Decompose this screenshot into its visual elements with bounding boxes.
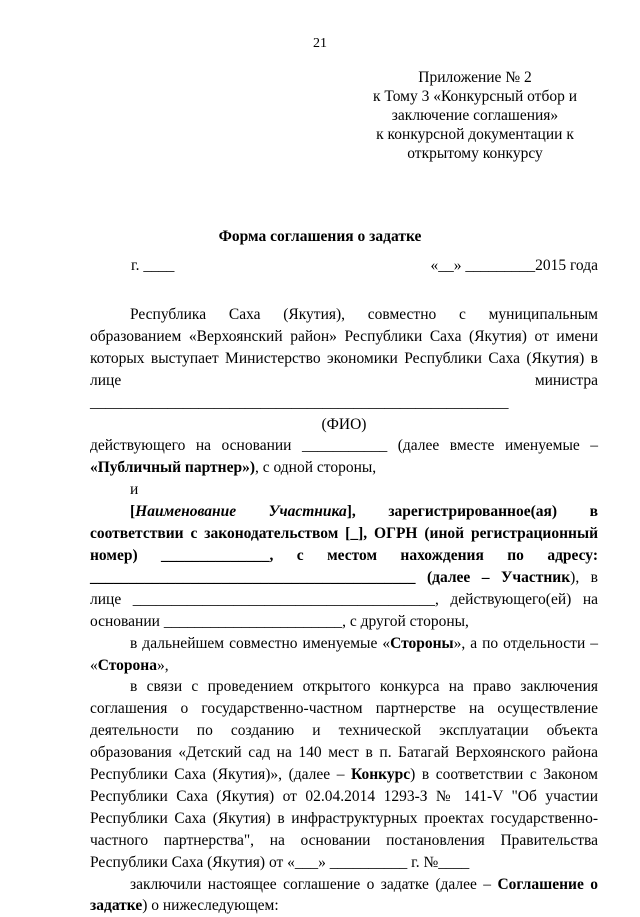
appendix-line: к конкурсной документации к [376, 126, 574, 143]
fio-label: (ФИО) [321, 415, 367, 433]
agreement-body [90, 304, 598, 917]
appendix-header [355, 68, 595, 163]
paragraph-parties: Республика Саха (Якутия), совместно с муниципальным образованием «Верхоянский район» Республики Саха (Якутия) от имени которых выступает Министерство экономики Республики Саха (Якутия) в лице министра ______________________________________________________ [90, 306, 598, 411]
appendix-line: открытому конкурсу [407, 145, 543, 162]
text: ) о нижеследующем: [142, 897, 279, 915]
text: , с одной стороны, [254, 459, 377, 477]
public-partner-term: «Публичный партнер») [90, 459, 255, 477]
bracket: [ [130, 503, 136, 521]
appendix-line: заключение соглашения» [391, 107, 559, 124]
text: ), в лице _______________________________________, действующего(ей) на основании _______________________, с другой стороны, [90, 568, 598, 630]
text: », а по отдельности – « [90, 634, 598, 674]
bracket: ], зарегистрированное(ая) в соответствии с законодательством [_], ОГРН (иной регистрационный номер) ______________, с местом нахождения по адресу: __________________________________________ (далее – [90, 503, 598, 586]
paragraph-public-partner [90, 435, 598, 479]
date-field: «__» _________2015 года [430, 257, 598, 274]
page-number: 21 [313, 36, 327, 51]
participant-term: Участник [501, 568, 571, 586]
text: ) в соответствии с Законом Республики Саха (Якутия) от 02.04.2014 1293-З № 141-V "Об участии Республики Саха (Якутия) в инфраструктурных проектах государственно-частного партнерства", на основании постановления Правительства Республики Саха (Якутия) от «___» __________ г. №____ [90, 766, 598, 871]
paragraph-sides [90, 633, 598, 677]
contest-term: Конкурс [351, 766, 411, 784]
conjunction-and: и [130, 481, 139, 499]
side-term: Сторона [97, 656, 157, 674]
paragraph-participant [90, 501, 598, 632]
text: действующего на основании ___________ (далее вместе именуемые – [90, 437, 598, 455]
text: », [156, 656, 169, 674]
text: в дальнейшем совместно именуемые « [130, 634, 391, 652]
participant-name-placeholder: Наименование Участника [135, 503, 347, 521]
deposit-agreement-term: Соглашение о задатке [90, 875, 598, 915]
text: в связи с проведением открытого конкурса на право заключения соглашения о государственно-частном партнерстве на осуществление деятельности по созданию и технической эксплуатации объекта образования «Детский сад на 140 мест в п. Батагай Верхоянского района Республики Саха (Якутия)», (далее – [90, 678, 598, 784]
text: заключили настоящее соглашение о задатке (далее – [130, 875, 498, 893]
sides-term: Стороны [390, 634, 454, 652]
document-title: Форма соглашения о задатке [218, 228, 422, 245]
city-field: г. ____ [131, 257, 175, 274]
appendix-line: к Тому 3 «Конкурсный отбор и [372, 88, 578, 105]
appendix-line: Приложение № 2 [418, 69, 532, 86]
paragraph-contest [90, 676, 598, 873]
paragraph-concluded [90, 874, 598, 917]
